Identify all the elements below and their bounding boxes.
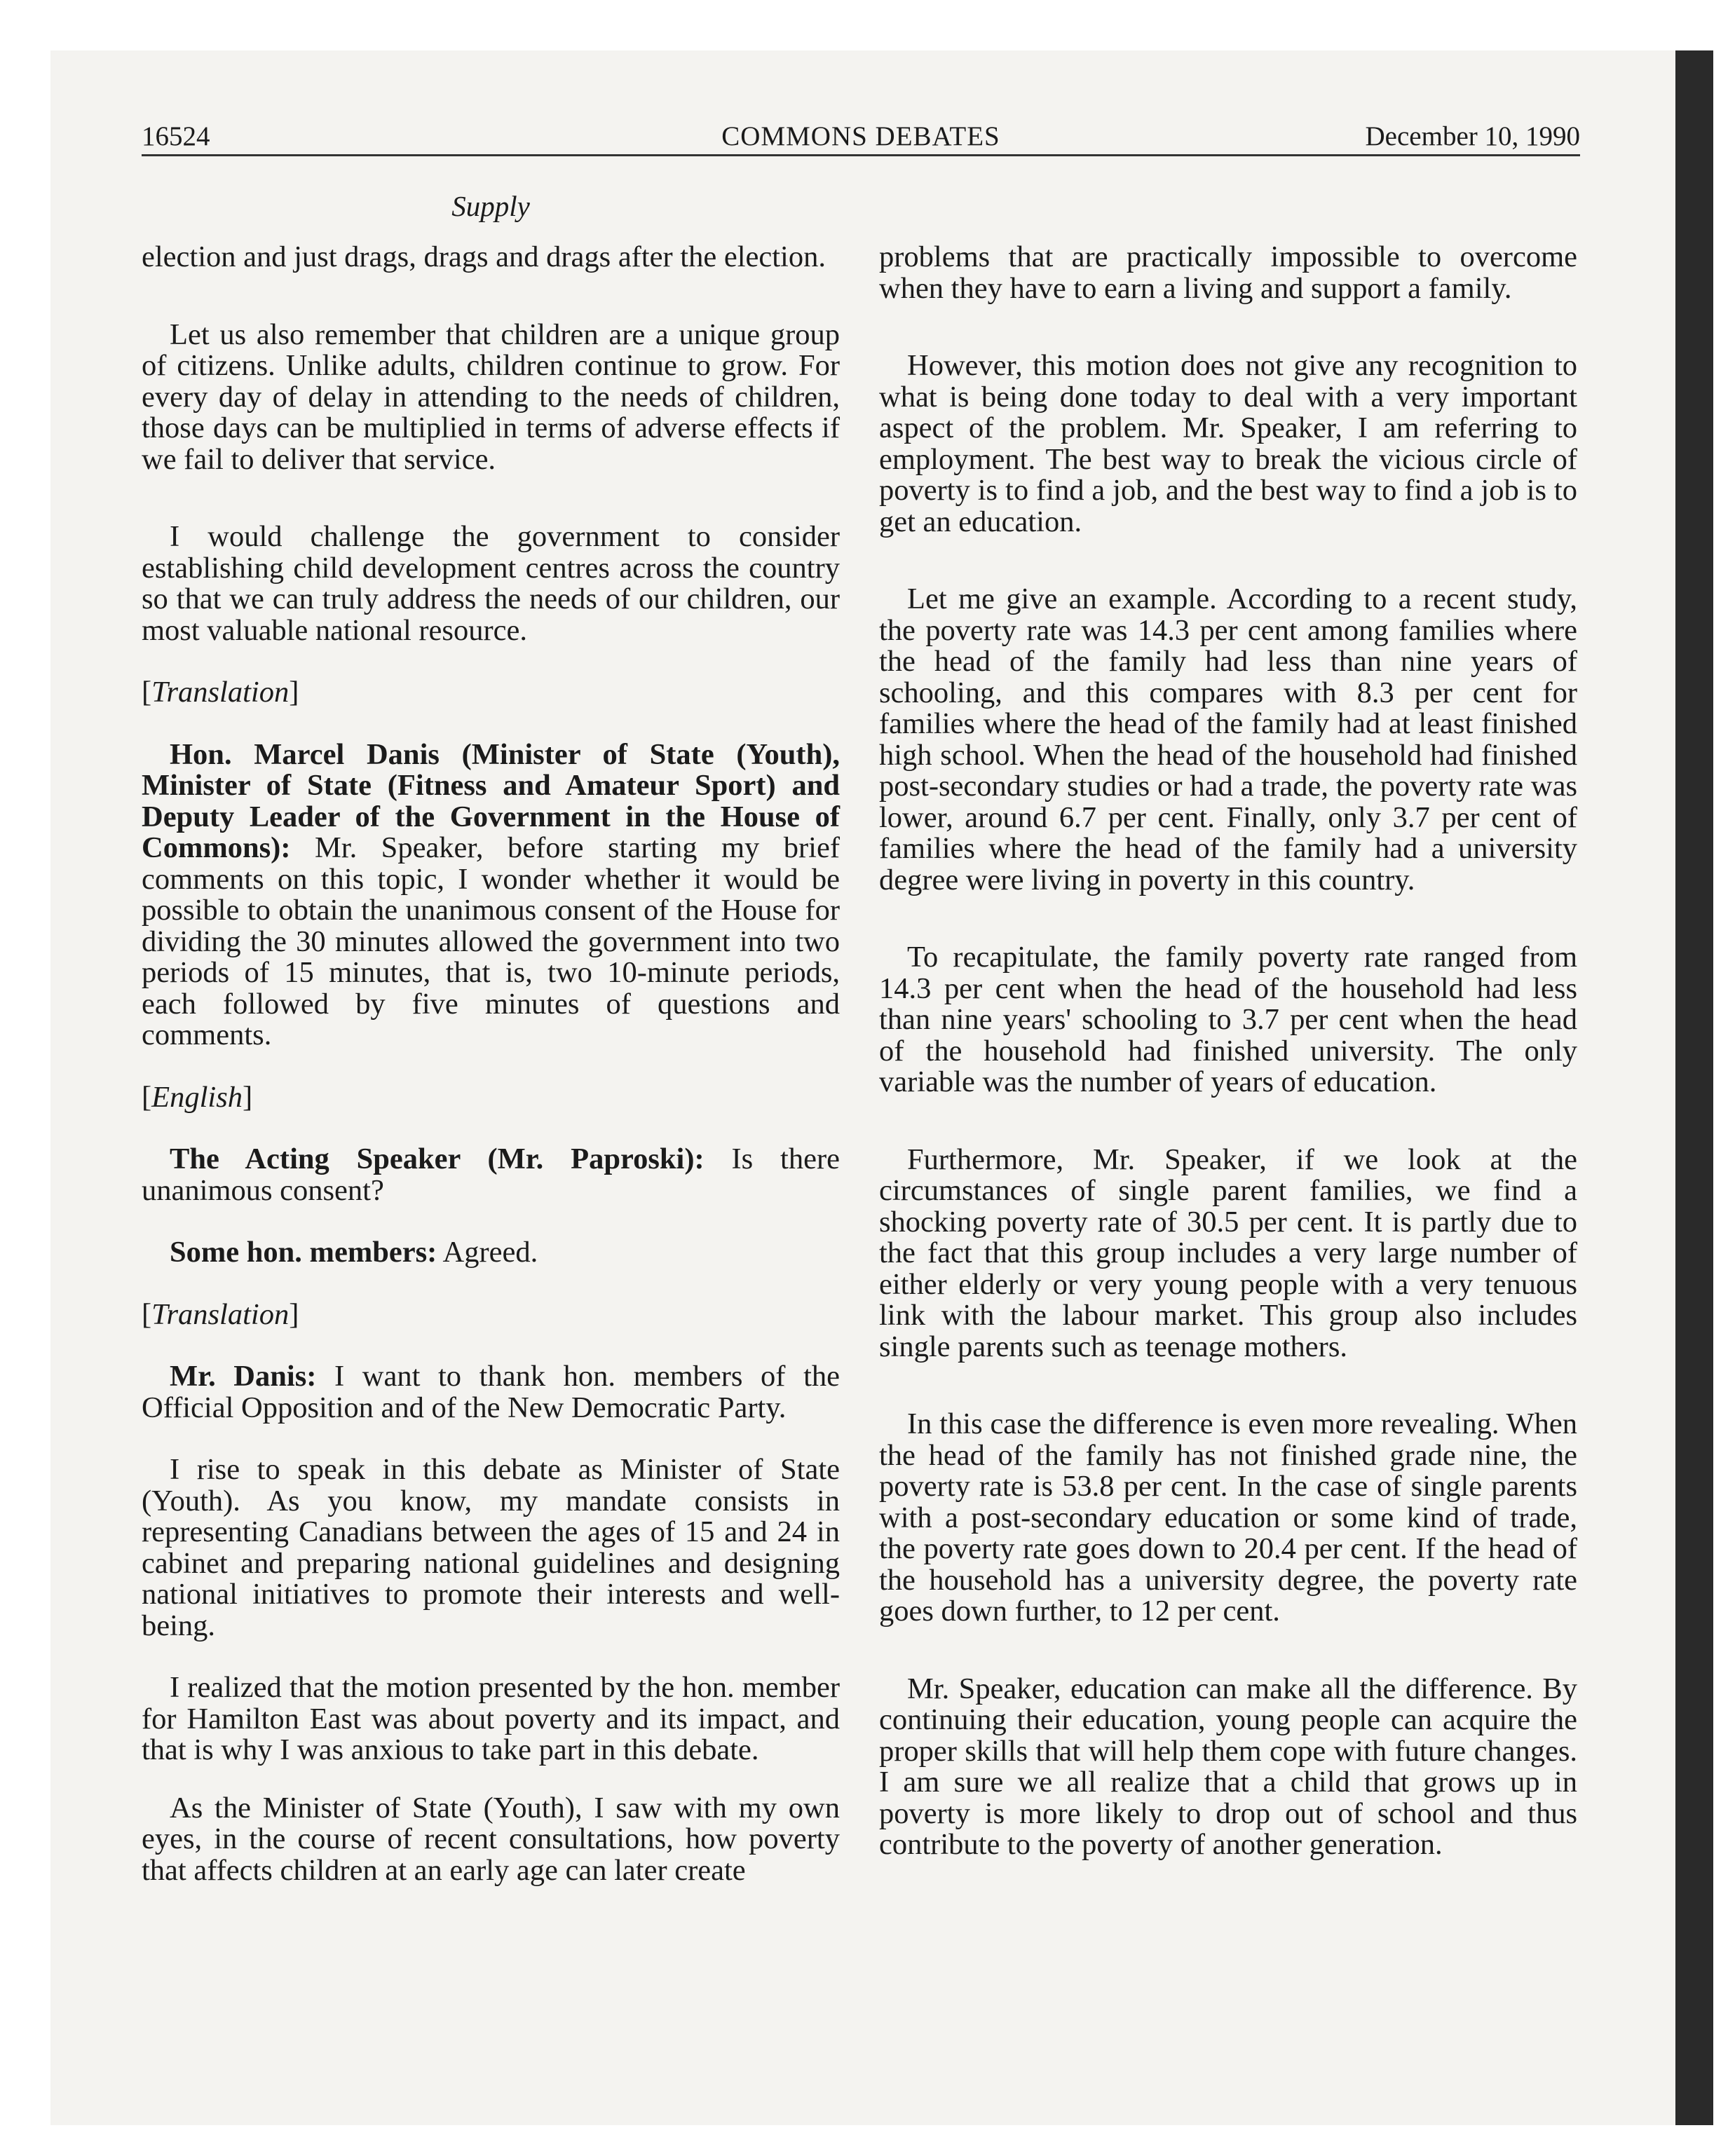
- paragraph: I would challenge the government to consider establishing child development centres across the country so that we can truly address the needs of our children, our most valuable national resource.: [142, 520, 840, 647]
- document-page: [142, 112, 1580, 1887]
- paragraph: Let us also remember that children are a unique group of citizens. Unlike adults, children continue to grow. For every day of delay in attending to the needs of children, those days can be multiplied in terms of adverse effects if we fail to deliver that service.: [142, 318, 840, 476]
- speech-paragraph: The Acting Speaker (Mr. Paproski): Is there unanimous consent?: [142, 1142, 840, 1207]
- publication-date: December 10, 1990: [1365, 121, 1580, 151]
- paragraph: To recapitulate, the family poverty rate ranged from 14.3 per cent when the head of the household had less than nine years' schooling to 3.7 per cent when the head of the household had finished university. The only variable was the number of years of education.: [879, 941, 1577, 1098]
- speaker-name: The Acting Speaker (Mr. Paproski):: [170, 1142, 705, 1175]
- paragraph: However, this motion does not give any recognition to what is being done today to deal with a very important aspect of the problem. Mr. Speaker, I am referring to employment. The best way to break the vicious circle of poverty is to find a job, and the best way to find a job is to get an education.: [879, 349, 1577, 538]
- paragraph: election and just drags, drags and drags after the election.: [142, 240, 826, 273]
- paragraph: I realized that the motion presented by the hon. member for Hamilton East was about poverty and its impact, and that is why I was anxious to take part in this debate.: [142, 1671, 840, 1766]
- paragraph: Furthermore, Mr. Speaker, if we look at the circumstances of single parent families, we find a shocking poverty rate of 30.5 per cent. It is partly due to the fact that this group includes a very large number of either elderly or very young people with a very tenuous link with the labour market. This group also includes single parents such as teenage mothers.: [879, 1142, 1577, 1363]
- scan-edge-bar: [1675, 50, 1713, 2125]
- paragraph: Mr. Speaker, education can make all the difference. By continuing their education, young people can acquire the proper skills that will help them cope with future changes. I am sure we all realize that a child that grows up in poverty is more likely to drop out of school and thus contribute to the poverty of another generation.: [879, 1672, 1577, 1861]
- paragraph: problems that are practically impossible to overcome when they have to earn a living and support a family.: [879, 240, 1577, 305]
- right-column: [879, 242, 1577, 1861]
- paragraph: I rise to speak in this debate as Minister of State (Youth). As you know, my mandate consists in representing Canadians between the ages of 15 and 24 in cabinet and preparing national guidelines and designing national initiatives to promote their interests and well-being.: [142, 1453, 840, 1642]
- speech-paragraph: Mr. Danis: I want to thank hon. members of the Official Opposition and of the New Democratic Party.: [142, 1360, 840, 1424]
- speaker-name: Hon. Marcel Danis (Minister of State (Youth), Minister of State (Fitness and Amateur Sport) and Deputy Leader of the Government in the House of Commons):: [142, 737, 840, 864]
- language-tag: [Translation]: [142, 1297, 299, 1331]
- speaker-name: Some hon. members:: [170, 1236, 437, 1269]
- language-tag: [Translation]: [142, 676, 299, 709]
- section-label: Supply: [451, 190, 530, 222]
- publication-title: COMMONS DEBATES: [721, 121, 1000, 151]
- page-number: 16524: [142, 121, 210, 151]
- page-header: [142, 112, 1580, 156]
- left-column: [142, 242, 840, 1886]
- language-tag: [English]: [142, 1080, 253, 1114]
- paragraph: Let me give an example. According to a recent study, the poverty rate was 14.3 per cent among families where the head of the family had less than nine years of schooling, and this compares with 8.3 per cent for families where the head of the family had at least finished high school. When the head of the household had finished post-secondary studies or had a trade, the poverty rate was lower, around 6.7 per cent. Finally, only 3.7 per cent of families where the head of the family had a university degree were living in poverty in this country.: [879, 582, 1577, 896]
- speaker-name: Mr. Danis:: [170, 1360, 317, 1393]
- speech-paragraph: Some hon. members: Agreed.: [170, 1236, 538, 1269]
- paragraph: In this case the difference is even more revealing. When the head of the family has not finished grade nine, the poverty rate is 53.8 per cent. In the case of single parents with a post-secondary education or some kind of trade, the poverty rate goes down to 20.4 per cent. If the head of the household has a university degree, the poverty rate goes down further, to 12 per cent.: [879, 1407, 1577, 1628]
- speech-paragraph: Hon. Marcel Danis (Minister of State (Youth), Minister of State (Fitness and Amateur Sport) and Deputy Leader of the Government in the House of Commons): Mr. Speaker, before starting my brief comments on this topic, I wonder whether it would be possible to obtain the unanimous consent of the House for dividing the 30 minutes allowed the government into two periods of 15 minutes, that is, two 10-minute periods, each followed by five minutes of questions and comments.: [142, 737, 840, 1051]
- paragraph: As the Minister of State (Youth), I saw with my own eyes, in the course of recent consultations, how poverty that affects children at an early age can later create: [142, 1791, 840, 1887]
